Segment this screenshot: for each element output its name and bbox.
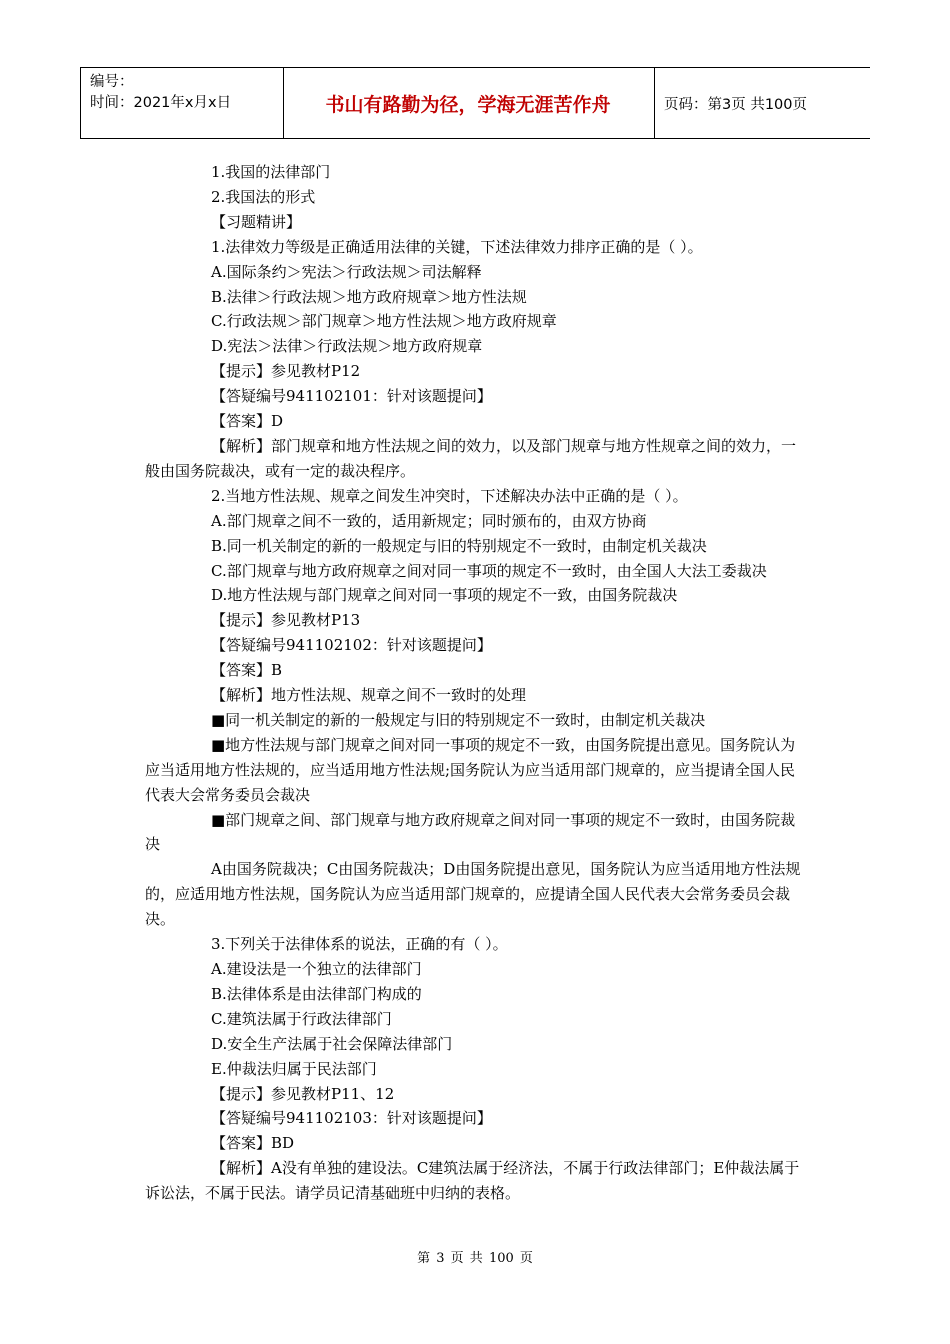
answer: 【答案】B bbox=[211, 661, 283, 680]
hint: 【提示】参见教材P11、12 bbox=[211, 1084, 395, 1103]
header-divider-2 bbox=[654, 68, 655, 138]
header-info-cell bbox=[90, 72, 280, 114]
page-footer bbox=[0, 1247, 950, 1266]
footer-ye: 页 bbox=[450, 1251, 464, 1266]
hint: 【提示】参见教材P13 bbox=[211, 611, 361, 630]
answer-option: C.行政法规＞部门规章＞地方性法规＞地方政府规章 bbox=[211, 312, 557, 331]
answer-option: D.安全生产法属于社会保障法律部门 bbox=[211, 1034, 453, 1053]
explanation-bullet: ■同一机关制定的新的一般规定与旧的特别规定不一致时，由制定机关裁决 bbox=[211, 710, 706, 729]
answer-option: B.同一机关制定的新的一般规定与旧的特别规定不一致时，由制定机关裁决 bbox=[211, 536, 707, 555]
document-number-label: 编号： bbox=[90, 74, 134, 90]
answer-option: B.法律＞行政法规＞地方政府规章＞地方性法规 bbox=[211, 287, 527, 306]
answer-option: A.部门规章之间不一致的，适用新规定；同时颁布的，由双方协商 bbox=[211, 511, 647, 530]
explanation-bullet: ■地方性法规与部门规章之间对同一事项的规定不一致，由国务院提出意见。国务院认为应当适用地方性法规的，应当适用地方性法规;国务院认为应当适用部门规章的，应当提请全国人民代表大会常务委员会裁决 bbox=[145, 735, 796, 804]
footer-page-number: 3 bbox=[436, 1251, 445, 1266]
explanation: 【解析】部门规章和地方性法规之间的效力，以及部门规章与地方性规章之间的效力，一般由国务院裁决，或有一定的裁决程序。 bbox=[145, 436, 797, 480]
paragraph: 2.我国法的形式 bbox=[211, 187, 316, 206]
hint: 【提示】参见教材P12 bbox=[211, 362, 361, 381]
page-header bbox=[80, 67, 870, 139]
answer: 【答案】BD bbox=[211, 1134, 295, 1153]
answer-option: C.部门规章与地方政府规章之间对同一事项的规定不一致时，由全国人大法工委裁决 bbox=[211, 561, 767, 580]
document-date-label: 时间：2021年x月x日 bbox=[90, 95, 232, 111]
footer-gong: 共 bbox=[469, 1251, 483, 1266]
question-stem: 1.法律效力等级是正确适用法律的关键，下述法律效力排序正确的是（ ）。 bbox=[211, 237, 703, 256]
qa-reference: 【答疑编号941102101：针对该题提问】 bbox=[211, 387, 492, 406]
answer-option: D.地方性法规与部门规章之间对同一事项的规定不一致，由国务院裁决 bbox=[211, 586, 678, 605]
explanation-summary: A由国务院裁决；C由国务院裁决；D由国务院提出意见，国务院认为应当适用地方性法规的，应适用地方性法规，国务院认为应当适用部门规章的，应提请全国人民代表大会常务委员会裁决。 bbox=[145, 860, 801, 929]
qa-reference: 【答疑编号941102102：针对该题提问】 bbox=[211, 636, 492, 655]
question-stem: 3.下列关于法律体系的说法，正确的有（ ）。 bbox=[211, 935, 508, 954]
answer-option: A.建设法是一个独立的法律部门 bbox=[211, 960, 422, 978]
question-stem: 2.当地方性法规、规章之间发生冲突时，下述解决办法中正确的是（ ）。 bbox=[211, 486, 688, 505]
answer-option: C.建筑法属于行政法律部门 bbox=[211, 1009, 392, 1028]
header-page-number: 页码：第3页 共100页 bbox=[664, 96, 808, 113]
answer-option: E.仲裁法归属于民法部门 bbox=[211, 1059, 377, 1078]
explanation-bullet: ■部门规章之间、部门规章与地方政府规章之间对同一事项的规定不一致时，由国务院裁决 bbox=[145, 810, 796, 854]
section-heading: 【习题精讲】 bbox=[211, 212, 302, 231]
header-motto: 书山有路勤为径，学海无涯苦作舟 bbox=[325, 93, 611, 116]
explanation: 【解析】A没有单独的建设法。C建筑法属于经济法，不属于行政法律部门；E仲裁法属于诉讼法，不属于民法。请学员记清基础班中归纳的表格。 bbox=[145, 1159, 800, 1203]
footer-total-pages: 100 bbox=[488, 1251, 514, 1266]
document-body bbox=[145, 160, 810, 1206]
paragraph: 1.我国的法律部门 bbox=[211, 163, 331, 181]
header-border-left bbox=[80, 68, 81, 138]
answer-option: B.法律体系是由法律部门构成的 bbox=[211, 984, 422, 1003]
footer-ye: 页 bbox=[519, 1251, 533, 1266]
footer-di: 第 bbox=[417, 1251, 431, 1266]
answer-option: A.国际条约＞宪法＞行政法规＞司法解释 bbox=[211, 262, 482, 281]
explanation: 【解析】地方性法规、规章之间不一致时的处理 bbox=[211, 686, 527, 705]
answer-option: D.宪法＞法律＞行政法规＞地方政府规章 bbox=[211, 337, 483, 356]
answer: 【答案】D bbox=[211, 412, 284, 431]
qa-reference: 【答疑编号941102103：针对该题提问】 bbox=[211, 1109, 492, 1128]
